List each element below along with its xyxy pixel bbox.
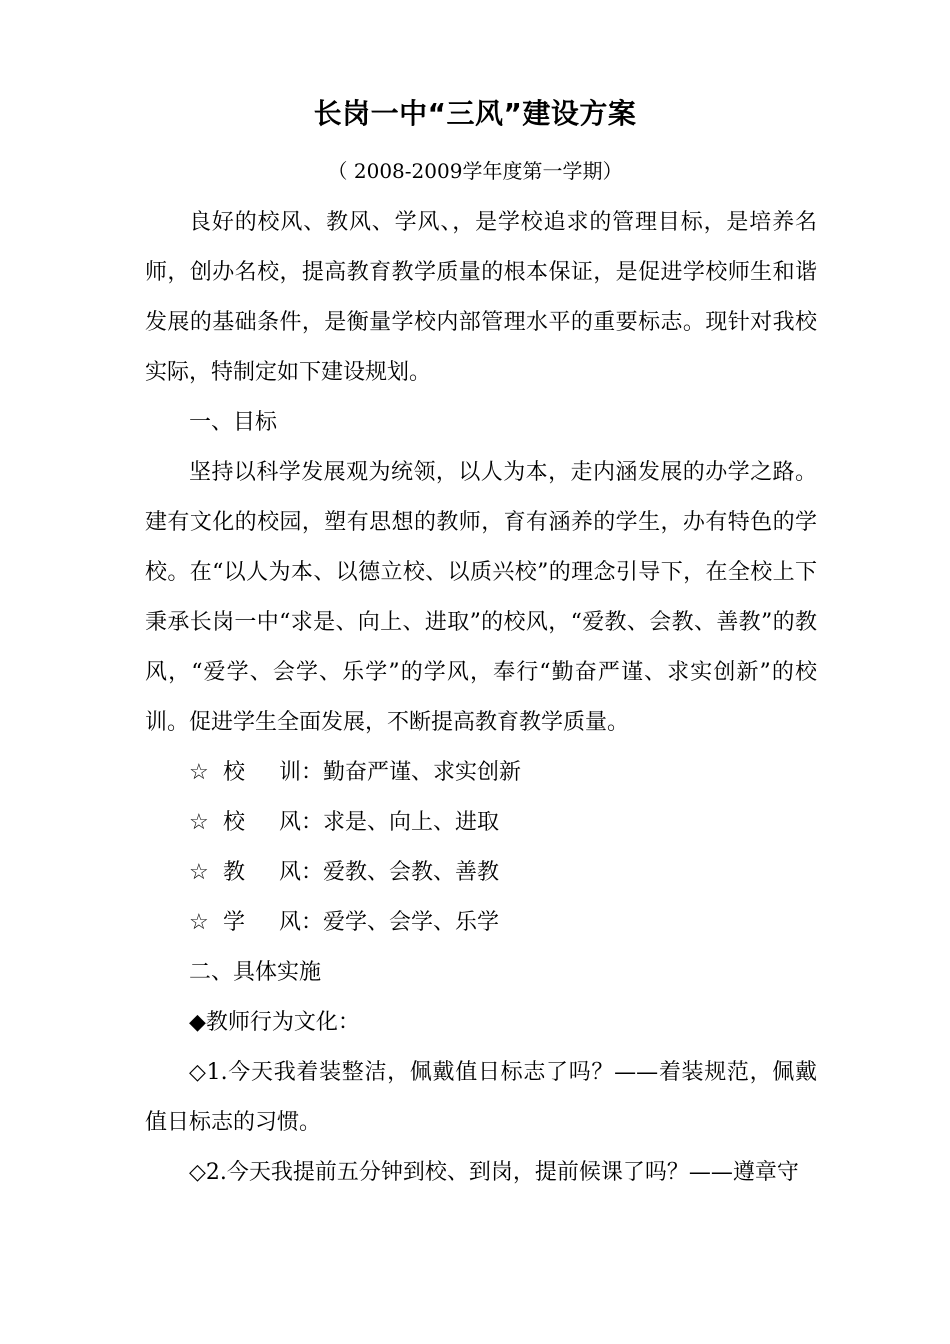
section-heading-implementation: 二、具体实施 bbox=[189, 960, 322, 985]
motto-row bbox=[145, 748, 817, 798]
motto-key-1: 校 bbox=[223, 760, 246, 785]
motto-key-2: 风 bbox=[279, 810, 302, 835]
star-icon: ☆ bbox=[189, 910, 209, 935]
goal-paragraph: 坚持以科学发展观为统领，以人为本，走内涵发展的办学之路。建有文化的校园，塑有思想的教师，育有涵养的学生，办有特色的学校。在“以人为本、以德立校、以质兴校”的理念引导下，在全校上下秉承长岗一中“求是、向上、进取”的校风，“爱教、会教、善教”的教风，“爱学、会学、乐学”的学风，奉行“勤奋严谨、求实创新”的校训。促进学生全面发展，不断提高教育教学质量。 bbox=[145, 460, 817, 735]
motto-value: 求是、向上、进取 bbox=[323, 810, 500, 835]
motto-row bbox=[145, 898, 817, 948]
motto-colon: ： bbox=[301, 760, 324, 785]
motto-key-2: 训 bbox=[279, 760, 302, 785]
motto-key-1: 校 bbox=[223, 810, 246, 835]
list-item: ◇2.今天我提前五分钟到校、到岗，提前候课了吗？——遵章守 bbox=[189, 1160, 799, 1185]
section-heading-goal: 一、目标 bbox=[189, 410, 278, 435]
star-icon: ☆ bbox=[189, 760, 209, 785]
motto-key-1: 学 bbox=[223, 910, 246, 935]
document-body bbox=[145, 198, 817, 1198]
list-item: ◇1.今天我着装整洁，佩戴值日标志了吗？——着装规范，佩戴值日标志的习惯。 bbox=[145, 1060, 817, 1135]
motto-value: 勤奋严谨、求实创新 bbox=[323, 760, 522, 785]
motto-colon: ： bbox=[301, 860, 324, 885]
motto-key-2: 风 bbox=[279, 910, 302, 935]
motto-colon: ： bbox=[301, 810, 324, 835]
motto-key-2: 风 bbox=[279, 860, 302, 885]
motto-value: 爱学、会学、乐学 bbox=[323, 910, 500, 935]
star-icon: ☆ bbox=[189, 810, 209, 835]
motto-value: 爱教、会教、善教 bbox=[323, 860, 500, 885]
document-subtitle: （ 2008-2009学年度第一学期） bbox=[327, 159, 623, 183]
star-icon: ☆ bbox=[189, 860, 209, 885]
document-title: 长岗一中“三风”建设方案 bbox=[313, 97, 637, 130]
motto-row bbox=[145, 798, 817, 848]
intro-paragraph: 良好的校风、教风、学风、，是学校追求的管理目标，是培养名师，创办名校，提高教育教学质量的根本保证，是促进学校师生和谐发展的基础条件，是衡量学校内部管理水平的重要标志。现针对我校实际，特制定如下建设规划。 bbox=[145, 210, 817, 385]
motto-row bbox=[145, 848, 817, 898]
motto-colon: ： bbox=[301, 910, 324, 935]
teacher-behavior-heading: ◆教师行为文化： bbox=[189, 1010, 360, 1035]
motto-key-1: 教 bbox=[223, 860, 246, 885]
